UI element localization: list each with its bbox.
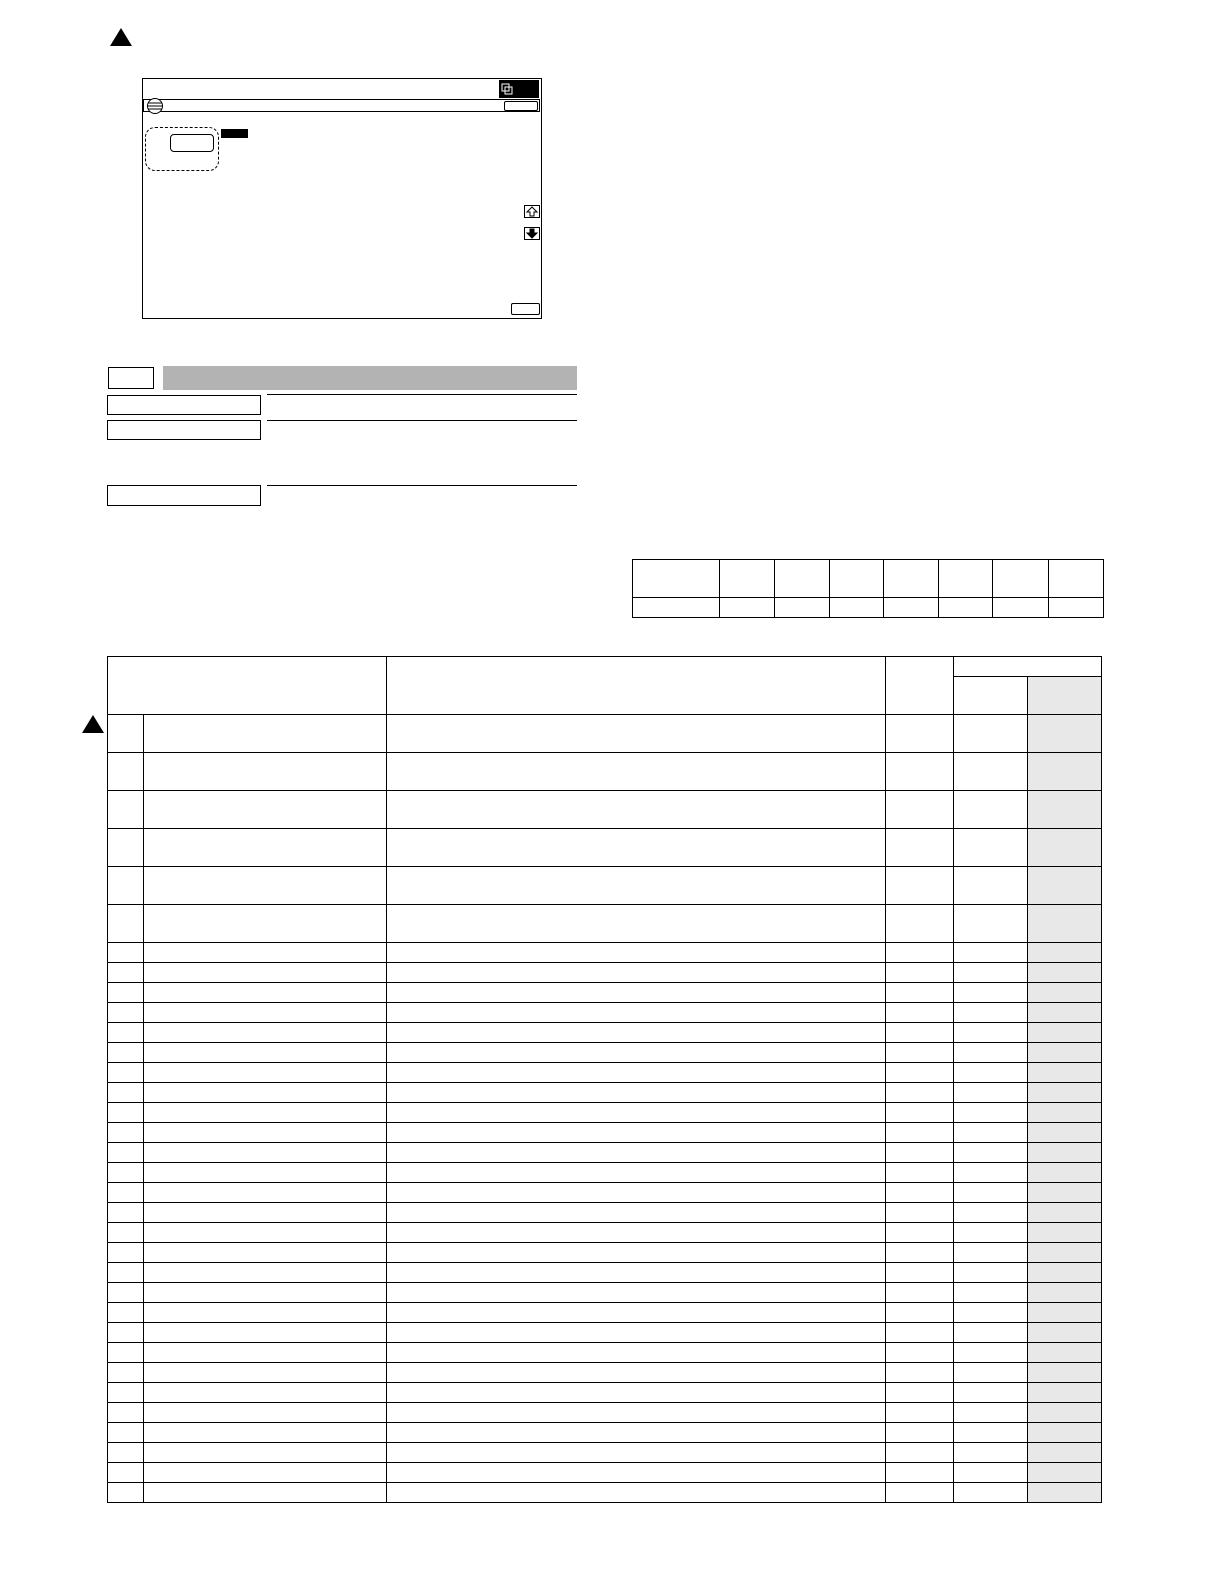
table-row (108, 1263, 1102, 1283)
table-cell-no (108, 1463, 144, 1483)
table-cell-content (387, 791, 886, 829)
table-row (108, 905, 1102, 943)
table-cell-range (886, 1263, 954, 1283)
table-cell-b (1028, 1483, 1102, 1503)
header-content (387, 657, 886, 715)
table-cell-a (954, 1283, 1028, 1303)
table-cell-item (144, 1363, 387, 1383)
table-cell-item (144, 963, 387, 983)
table-row (108, 1043, 1102, 1063)
table-cell-no (108, 1363, 144, 1383)
table-cell-content (387, 1483, 886, 1503)
table-cell-item (144, 1063, 387, 1083)
table-cell-b (1028, 1163, 1102, 1183)
table-cell-b (1028, 1443, 1102, 1463)
table-cell-item (144, 1043, 387, 1063)
table-cell-a (954, 905, 1028, 943)
screen-mockup (142, 78, 542, 319)
table-cell-content (387, 1343, 886, 1363)
table-cell-a (954, 1363, 1028, 1383)
table-cell-no (108, 829, 144, 867)
table-cell-a (954, 715, 1028, 753)
table-cell-b (1028, 1403, 1102, 1423)
table-cell-content (387, 1163, 886, 1183)
small-table-header-cell (939, 560, 993, 598)
table-cell-content (387, 1443, 886, 1463)
table-cell-a (954, 1183, 1028, 1203)
table-cell-content (387, 943, 886, 963)
table-cell-range (886, 1143, 954, 1163)
table-cell-a (954, 943, 1028, 963)
table-cell-b (1028, 1123, 1102, 1143)
table-cell-no (108, 1303, 144, 1323)
table-cell-a (954, 1383, 1028, 1403)
table-cell-no (108, 1243, 144, 1263)
table-cell-b (1028, 1043, 1102, 1063)
table-cell-range (886, 1183, 954, 1203)
selected-item-highlight (221, 129, 248, 138)
table-cell-b (1028, 1383, 1102, 1403)
setting-field[interactable] (170, 134, 214, 152)
table-cell-range (886, 905, 954, 943)
arrow-up-icon (526, 206, 538, 217)
table-cell-b (1028, 963, 1102, 983)
table-cell-no (108, 867, 144, 905)
table-cell-range (886, 1003, 954, 1023)
table-cell-item (144, 1383, 387, 1403)
table-cell-a (954, 1323, 1028, 1343)
table-cell-content (387, 1283, 886, 1303)
spec-label-box (107, 420, 261, 440)
table-cell-content (387, 753, 886, 791)
table-cell-content (387, 867, 886, 905)
small-table-header-cell (884, 560, 939, 598)
table-cell-range (886, 943, 954, 963)
table-cell-content (387, 1223, 886, 1243)
table-cell-a (954, 1243, 1028, 1263)
table-cell-range (886, 1443, 954, 1463)
table-cell-a (954, 829, 1028, 867)
table-cell-a (954, 1423, 1028, 1443)
table-cell-b (1028, 1063, 1102, 1083)
table-cell-b (1028, 867, 1102, 905)
small-table-cell (633, 598, 720, 618)
table-row (108, 1283, 1102, 1303)
small-table-header-cell (1049, 560, 1104, 598)
ok-button[interactable] (504, 101, 538, 111)
table-row (108, 1423, 1102, 1443)
table-cell-b (1028, 715, 1102, 753)
table-cell-content (387, 1423, 886, 1443)
table-row (108, 867, 1102, 905)
table-row (108, 1443, 1102, 1463)
table-row (108, 1083, 1102, 1103)
table-cell-a (954, 983, 1028, 1003)
table-cell-no (108, 1383, 144, 1403)
table-cell-no (108, 1023, 144, 1043)
small-table-cell (939, 598, 993, 618)
arrow-down-icon (526, 228, 538, 239)
table-row (108, 753, 1102, 791)
table-cell-range (886, 1283, 954, 1303)
table-cell-content (387, 715, 886, 753)
table-cell-b (1028, 829, 1102, 867)
table-cell-item (144, 1143, 387, 1163)
table-row (108, 1143, 1102, 1163)
table-cell-range (886, 1483, 954, 1503)
small-table-cell (830, 598, 884, 618)
table-cell-range (886, 1383, 954, 1403)
table-cell-b (1028, 1283, 1102, 1303)
table-row (108, 1103, 1102, 1123)
table-cell-b (1028, 1263, 1102, 1283)
table-cell-content (387, 1103, 886, 1123)
table-cell-no (108, 1103, 144, 1123)
field-group (145, 127, 219, 171)
table-cell-item (144, 1123, 387, 1143)
table-row (108, 791, 1102, 829)
table-cell-range (886, 1043, 954, 1063)
table-cell-a (954, 1343, 1028, 1363)
table-cell-content (387, 1083, 886, 1103)
copy-mode-badge (499, 80, 539, 98)
table-cell-range (886, 753, 954, 791)
small-table-header-cell (720, 560, 775, 598)
table-cell-a (954, 1163, 1028, 1183)
table-cell-content (387, 1243, 886, 1263)
table-cell-content (387, 1023, 886, 1043)
table-cell-a (954, 867, 1028, 905)
table-cell-item (144, 1403, 387, 1423)
table-row (108, 1363, 1102, 1383)
table-cell-range (886, 983, 954, 1003)
table-cell-a (954, 1123, 1028, 1143)
spec-heading-bar (163, 366, 577, 390)
table-cell-a (954, 963, 1028, 983)
table-row (108, 715, 1102, 753)
table-cell-range (886, 1163, 954, 1183)
bottom-button[interactable] (511, 303, 540, 315)
table-cell-no (108, 1483, 144, 1503)
table-cell-b (1028, 1103, 1102, 1123)
table-cell-no (108, 1443, 144, 1463)
table-cell-range (886, 1103, 954, 1123)
table-row (108, 1463, 1102, 1483)
table-cell-b (1028, 1143, 1102, 1163)
table-cell-item (144, 1343, 387, 1363)
table-cell-no (108, 1403, 144, 1423)
table-cell-no (108, 1283, 144, 1303)
table-cell-b (1028, 1363, 1102, 1383)
table-cell-range (886, 829, 954, 867)
table-cell-range (886, 1023, 954, 1043)
table-row (108, 1483, 1102, 1503)
main-table-header-row (108, 657, 1102, 677)
table-cell-content (387, 1463, 886, 1483)
table-cell-no (108, 1123, 144, 1143)
table-cell-no (108, 1043, 144, 1063)
table-cell-no (108, 1203, 144, 1223)
table-cell-range (886, 715, 954, 753)
table-row (108, 829, 1102, 867)
table-cell-range (886, 1343, 954, 1363)
table-cell-no (108, 1223, 144, 1243)
table-cell-range (886, 867, 954, 905)
spec-value-rule (267, 394, 577, 395)
table-cell-a (954, 1263, 1028, 1283)
table-cell-item (144, 1223, 387, 1243)
table-cell-item (144, 753, 387, 791)
small-table-header-cell (830, 560, 884, 598)
table-cell-a (954, 1203, 1028, 1223)
table-cell-b (1028, 1083, 1102, 1103)
table-row (108, 1003, 1102, 1023)
table-cell-a (954, 1043, 1028, 1063)
table-cell-content (387, 1183, 886, 1203)
table-cell-no (108, 1423, 144, 1443)
table-cell-range (886, 1063, 954, 1083)
copy-icon (501, 83, 513, 95)
table-row (108, 1123, 1102, 1143)
table-cell-content (387, 1323, 886, 1343)
small-table-cell (720, 598, 775, 618)
table-row (108, 963, 1102, 983)
table-cell-content (387, 1043, 886, 1063)
table-cell-a (954, 1063, 1028, 1083)
small-table-header-cell (993, 560, 1049, 598)
table-cell-range (886, 1303, 954, 1323)
small-table-header-cell (633, 560, 720, 598)
screen-header-bar (143, 99, 540, 112)
table-cell-range (886, 1123, 954, 1143)
table-row (108, 1243, 1102, 1263)
table-row (108, 1403, 1102, 1423)
table-cell-range (886, 1423, 954, 1443)
table-cell-item (144, 1243, 387, 1263)
table-cell-no (108, 1263, 144, 1283)
table-cell-no (108, 1003, 144, 1023)
table-cell-item (144, 905, 387, 943)
table-cell-range (886, 1203, 954, 1223)
table-cell-a (954, 753, 1028, 791)
table-cell-b (1028, 1243, 1102, 1263)
table-cell-no (108, 1063, 144, 1083)
header-default-group (954, 657, 1102, 677)
table-cell-b (1028, 1183, 1102, 1203)
table-cell-b (1028, 1223, 1102, 1243)
table-cell-a (954, 1403, 1028, 1423)
spec-value-rule (267, 485, 577, 486)
table-cell-a (954, 791, 1028, 829)
header-default-a (954, 677, 1028, 715)
header-item (108, 657, 387, 715)
table-cell-no (108, 1083, 144, 1103)
small-table-header-row (633, 560, 1104, 598)
table-cell-item (144, 1263, 387, 1283)
table-cell-range (886, 791, 954, 829)
table-cell-a (954, 1443, 1028, 1463)
table-cell-range (886, 1403, 954, 1423)
table-cell-content (387, 829, 886, 867)
small-table-cell (775, 598, 830, 618)
small-table-header-cell (775, 560, 830, 598)
table-cell-item (144, 1323, 387, 1343)
table-cell-a (954, 1143, 1028, 1163)
table-cell-no (108, 983, 144, 1003)
table-cell-no (108, 715, 144, 753)
table-cell-item (144, 1303, 387, 1323)
table-cell-content (387, 1003, 886, 1023)
table-cell-item (144, 1423, 387, 1443)
table-cell-range (886, 1323, 954, 1343)
table-cell-b (1028, 1023, 1102, 1043)
table-cell-range (886, 1363, 954, 1383)
table-cell-item (144, 1163, 387, 1183)
table-cell-item (144, 1203, 387, 1223)
table-cell-no (108, 943, 144, 963)
table-cell-b (1028, 1343, 1102, 1363)
table-cell-item (144, 1083, 387, 1103)
table-cell-a (954, 1103, 1028, 1123)
table-cell-content (387, 1123, 886, 1143)
small-table (632, 559, 1104, 618)
table-row (108, 983, 1102, 1003)
table-cell-content (387, 1203, 886, 1223)
table-cell-b (1028, 983, 1102, 1003)
table-cell-no (108, 1143, 144, 1163)
table-row (108, 1063, 1102, 1083)
table-cell-no (108, 791, 144, 829)
table-cell-a (954, 1023, 1028, 1043)
table-cell-item (144, 1283, 387, 1303)
main-table (107, 656, 1102, 1503)
table-cell-no (108, 1323, 144, 1343)
table-cell-item (144, 1103, 387, 1123)
table-row (108, 1303, 1102, 1323)
table-cell-a (954, 1003, 1028, 1023)
menu-icon[interactable] (146, 98, 164, 114)
table-cell-item (144, 1463, 387, 1483)
table-cell-item (144, 1183, 387, 1203)
table-cell-content (387, 1263, 886, 1283)
table-cell-a (954, 1483, 1028, 1503)
table-row (108, 1343, 1102, 1363)
table-cell-content (387, 963, 886, 983)
table-cell-item (144, 715, 387, 753)
table-cell-range (886, 963, 954, 983)
table-cell-range (886, 1243, 954, 1263)
table-cell-range (886, 1223, 954, 1243)
table-cell-item (144, 1023, 387, 1043)
table-cell-content (387, 1383, 886, 1403)
scroll-up-button[interactable] (524, 205, 540, 218)
small-table-cell (1049, 598, 1104, 618)
table-cell-item (144, 1443, 387, 1463)
table-cell-b (1028, 1423, 1102, 1443)
table-cell-no (108, 1343, 144, 1363)
table-cell-no (108, 753, 144, 791)
table-cell-no (108, 905, 144, 943)
small-table-row (633, 598, 1104, 618)
header-setting-range (886, 657, 954, 715)
table-cell-no (108, 963, 144, 983)
table-cell-no (108, 1183, 144, 1203)
table-cell-b (1028, 943, 1102, 963)
table-cell-content (387, 1403, 886, 1423)
small-table-cell (993, 598, 1049, 618)
table-cell-content (387, 905, 886, 943)
scroll-down-button[interactable] (524, 227, 540, 240)
table-cell-no (108, 1163, 144, 1183)
table-cell-a (954, 1463, 1028, 1483)
table-cell-a (954, 1223, 1028, 1243)
table-cell-range (886, 1463, 954, 1483)
table-cell-content (387, 1143, 886, 1163)
table-cell-content (387, 983, 886, 1003)
table-cell-item (144, 1483, 387, 1503)
table-cell-a (954, 1303, 1028, 1323)
spec-value-rule (267, 420, 577, 421)
table-cell-a (954, 1083, 1028, 1103)
table-cell-b (1028, 753, 1102, 791)
table-cell-b (1028, 905, 1102, 943)
table-row (108, 1183, 1102, 1203)
table-cell-content (387, 1303, 886, 1323)
table-cell-b (1028, 1323, 1102, 1343)
table-row (108, 1383, 1102, 1403)
small-table-cell (884, 598, 939, 618)
header-default-b (1028, 677, 1102, 715)
table-cell-b (1028, 1303, 1102, 1323)
table-row (108, 1223, 1102, 1243)
spec-label-box (107, 485, 261, 506)
table-cell-range (886, 1083, 954, 1103)
table-cell-item (144, 983, 387, 1003)
table-cell-item (144, 867, 387, 905)
table-row (108, 1163, 1102, 1183)
table-row (108, 1203, 1102, 1223)
table-cell-content (387, 1363, 886, 1383)
table-row (108, 943, 1102, 963)
table-row (108, 1323, 1102, 1343)
table-cell-b (1028, 1003, 1102, 1023)
spec-code-box (108, 367, 154, 389)
table-cell-item (144, 1003, 387, 1023)
spec-label-box (107, 395, 261, 415)
table-cell-content (387, 1063, 886, 1083)
table-cell-b (1028, 791, 1102, 829)
table-cell-b (1028, 1203, 1102, 1223)
revision-marker-icon (82, 715, 104, 733)
revision-marker-icon (110, 28, 132, 46)
table-row (108, 1023, 1102, 1043)
table-cell-item (144, 943, 387, 963)
table-cell-item (144, 829, 387, 867)
table-cell-b (1028, 1463, 1102, 1483)
table-cell-item (144, 791, 387, 829)
